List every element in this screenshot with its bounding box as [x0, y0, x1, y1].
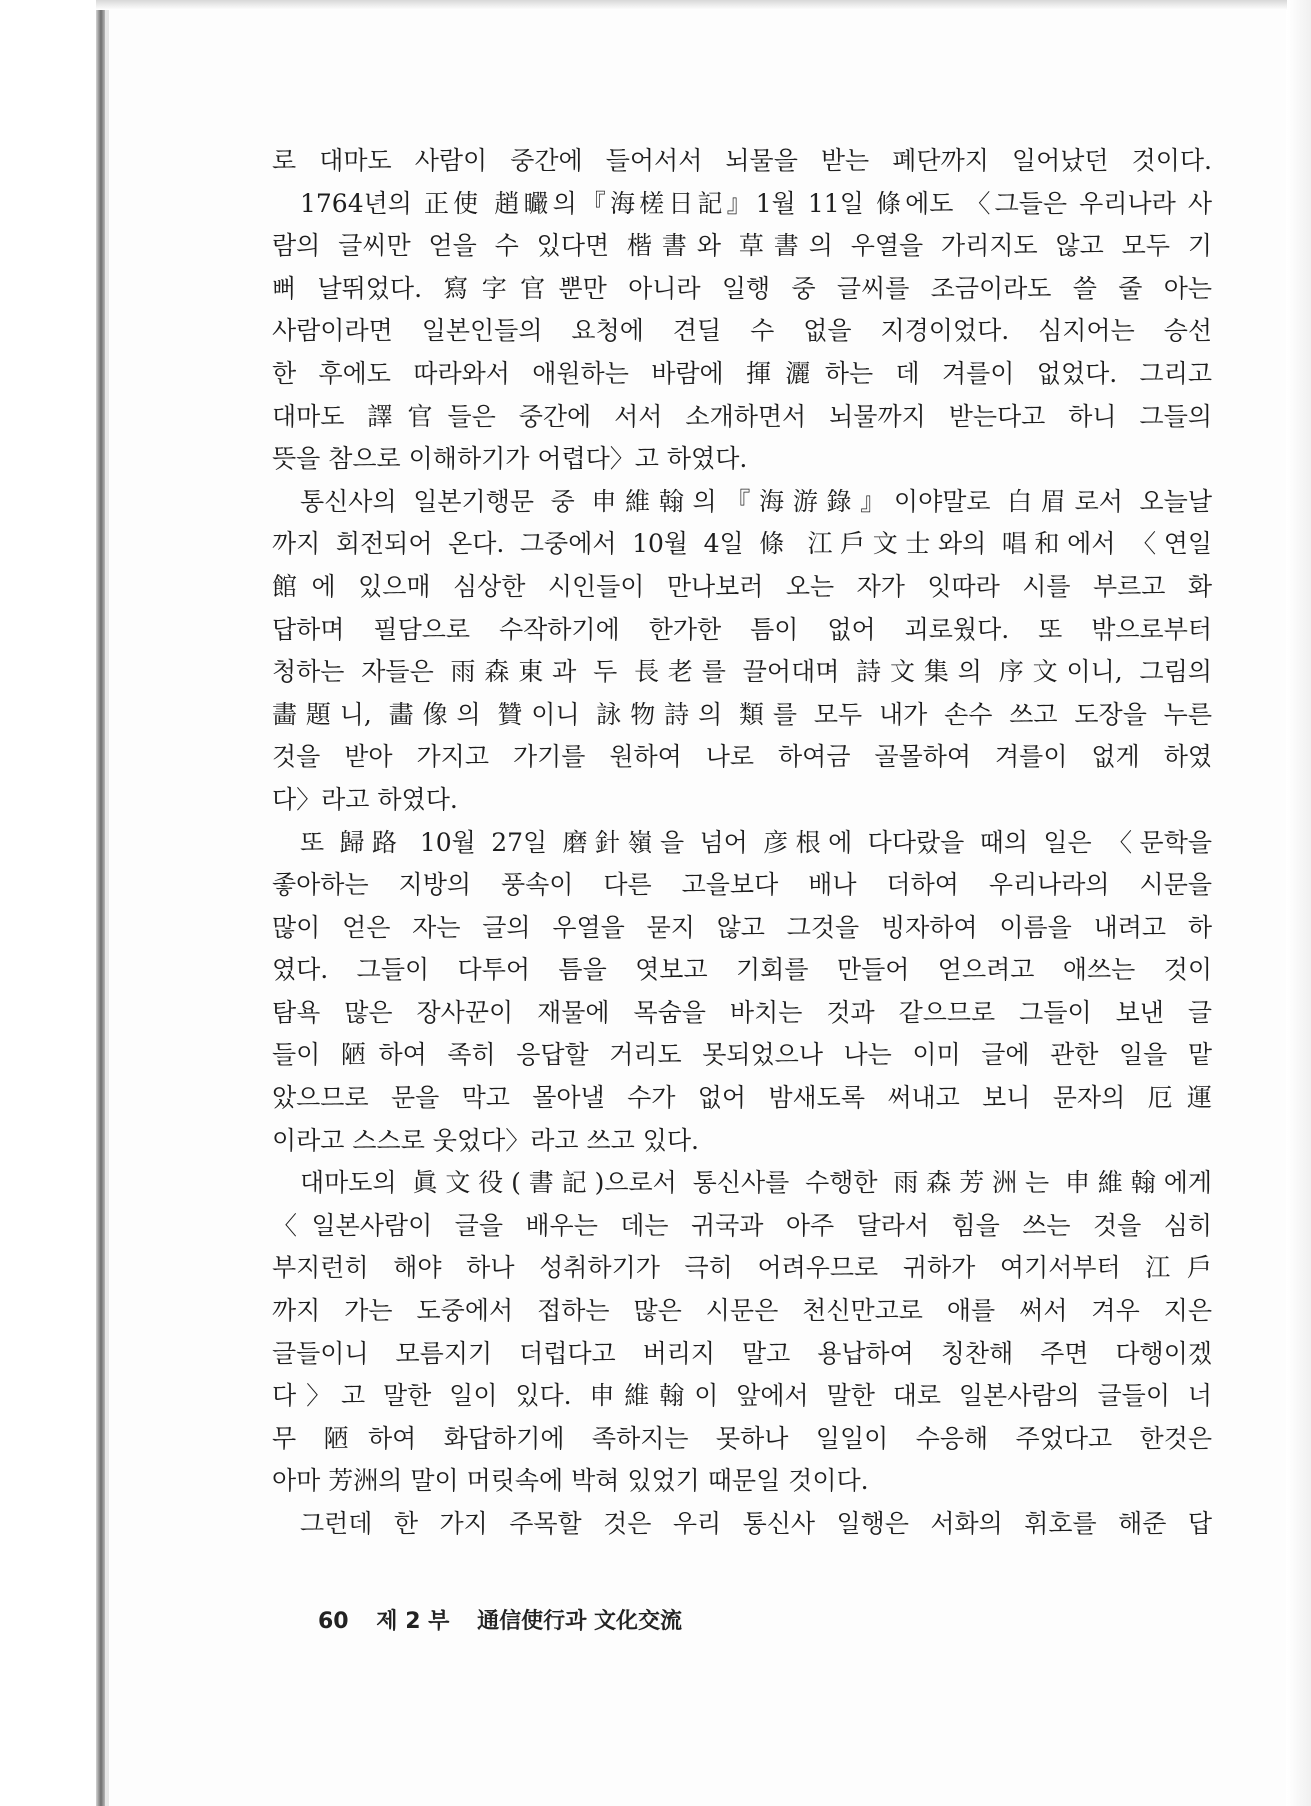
- text-line: 좋아하는 지방의 풍속이 다른 고을보다 배나 더하여 우리나라의 시문을: [272, 870, 1212, 900]
- text-line: 그런데 한 가지 주목할 것은 우리 통신사 일행은 서화의 휘호를 해준 답: [300, 1509, 1212, 1538]
- text-line: 이라고 스스로 웃었다〉라고 쓰고 있다.: [272, 1125, 699, 1155]
- text-line: 았으므로 문을 막고 몰아낼 수가 없어 밤새도록 써내고 보니 문자의 厄運: [272, 1083, 1212, 1113]
- scan-margin-top: [96, 0, 1311, 10]
- scan-margin-left: [0, 0, 92, 1806]
- text-line: 사람이라면 일본인들의 요청에 견딜 수 없을 지경이었다. 심지어는 승선: [272, 316, 1212, 346]
- page-edge-highlight: [105, 0, 109, 1806]
- text-line: 들이 陋하여 족히 응답할 거리도 못되었으나 나는 이미 글에 관한 일을 맡: [272, 1040, 1212, 1070]
- page-footer: [318, 1604, 702, 1635]
- text-line: 畵題니, 畵像의 贊이니 詠物詩의 類를 모두 내가 손수 쓰고 도장을 누른: [272, 699, 1212, 729]
- text-line: 로 대마도 사람이 중간에 들어서서 뇌물을 받는 폐단까지 일어났던 것이다.: [272, 146, 1212, 175]
- text-line: 뜻을 참으로 이해하기가 어렵다〉고 하였다.: [272, 444, 748, 474]
- text-line: 였다. 그들이 다투어 틈을 엿보고 기회를 만들어 얻으려고 애쓰는 것이: [272, 955, 1212, 985]
- text-line: 많이 얻은 자는 글의 우열을 묻지 않고 그것을 빙자하여 이름을 내려고 하: [272, 912, 1212, 942]
- text-line: 〈일본사람이 글을 배우는 데는 귀국과 아주 달라서 힘을 쓰는 것을 심히: [272, 1210, 1212, 1240]
- text-line: 답하며 필담으로 수작하기에 한가한 틈이 없어 괴로웠다. 또 밖으로부터: [272, 614, 1212, 644]
- footer-part: 제 2 부: [376, 1609, 450, 1634]
- text-line: 다〉라고 하였다.: [272, 784, 458, 814]
- text-line: 한 후에도 따라와서 애원하는 바람에 揮灑하는 데 겨를이 없었다. 그리고: [272, 358, 1212, 388]
- text-line: 대마도의 眞文役(書記)으로서 통신사를 수행한 雨森芳洲는 申維翰에게: [300, 1168, 1212, 1198]
- text-line: 청하는 자들은 雨森東과 두 長老를 끌어대며 詩文集의 序文이니, 그림의: [272, 657, 1212, 687]
- page-binding-edge: [96, 0, 105, 1806]
- footer-title: 通信使行과 文化交流: [477, 1609, 683, 1634]
- text-line: 다〉고 말한 일이 있다. 申維翰이 앞에서 말한 대로 일본사람의 글들이 너: [272, 1381, 1212, 1411]
- text-line: 1764년의 正使 趙曮의『海槎日記』1월 11일 條에도 〈그들은 우리나라 사: [300, 188, 1212, 218]
- text-line: 아마 芳洲의 말이 머릿속에 박혀 있었기 때문일 것이다.: [272, 1466, 869, 1496]
- text-line: 통신사의 일본기행문 중 申維翰의『海游錄』이야말로 白眉로서 오늘날: [300, 486, 1212, 516]
- text-line: 무 陋하여 화답하기에 족하지는 못하나 일일이 수응해 주었다고 한것은: [272, 1423, 1212, 1453]
- text-line: 까지 가는 도중에서 접하는 많은 시문은 천신만고로 애를 써서 겨우 지은: [272, 1296, 1212, 1326]
- text-line: 대마도 譯官들은 중간에 서서 소개하면서 뇌물까지 받는다고 하니 그들의: [272, 401, 1212, 431]
- text-line: 또 歸路 10월 27일 磨針嶺을 넘어 彦根에 다다랐을 때의 일은 〈문학을: [300, 827, 1212, 857]
- text-line: 것을 받아 가지고 가기를 원하여 나로 하여금 골몰하여 겨를이 없게 하였: [272, 742, 1212, 772]
- text-line: 람의 글씨만 얻을 수 있다면 楷書와 草書의 우열을 가리지도 않고 모두 기: [272, 231, 1212, 261]
- text-line: 까지 회전되어 온다. 그중에서 10월 4일 條 江戶文士와의 唱和에서 〈연일: [272, 529, 1212, 559]
- scan-margin-right: [1287, 0, 1311, 1806]
- text-line: 글들이니 모름지기 더럽다고 버리지 말고 용납하여 칭찬해 주면 다행이겠: [272, 1338, 1212, 1368]
- text-line: 館에 있으매 심상한 시인들이 만나보러 오는 자가 잇따라 시를 부르고 화: [272, 571, 1212, 601]
- text-line: 탐욕 많은 장사꾼이 재물에 목숨을 바치는 것과 같으므로 그들이 보낸 글: [272, 997, 1212, 1027]
- text-line: 부지런히 해야 하나 성취하기가 극히 어려우므로 귀하가 여기서부터 江戶: [272, 1253, 1212, 1283]
- page-number: 60: [318, 1609, 349, 1634]
- text-line: 뻐 날뛰었다. 寫字官뿐만 아니라 일행 중 글씨를 조금이라도 쓸 줄 아는: [272, 273, 1212, 303]
- body-text: [272, 140, 1212, 1546]
